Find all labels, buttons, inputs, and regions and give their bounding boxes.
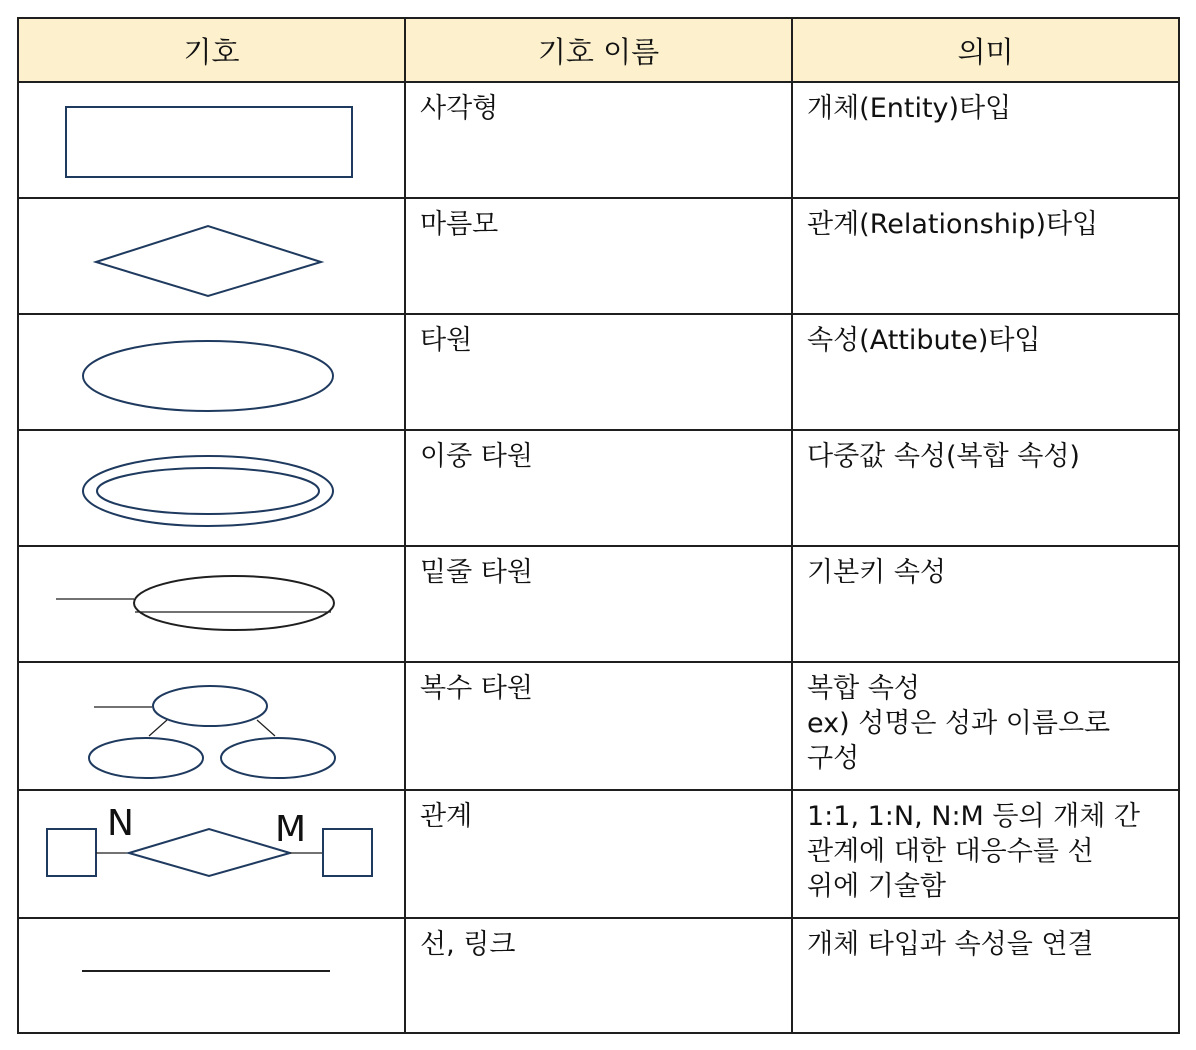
symbol-cell xyxy=(18,918,405,1033)
underlined-ellipse-icon xyxy=(19,547,402,659)
relationship-right-label: M xyxy=(275,809,307,850)
meaning-cell: 개체 타입과 속성을 연결 xyxy=(792,918,1179,1033)
symbol-cell xyxy=(18,662,405,790)
table-row xyxy=(18,198,1179,314)
table-row xyxy=(18,314,1179,430)
table-row xyxy=(18,82,1179,198)
rectangle-icon xyxy=(19,83,402,195)
header-row xyxy=(18,18,1179,82)
symbol-cell xyxy=(18,790,405,918)
composite-ellipse-icon xyxy=(19,663,402,787)
table-row xyxy=(18,546,1179,662)
symbol-name-cell: 사각형 xyxy=(405,82,792,198)
meaning-cell: 속성(Attibute)타입 xyxy=(792,314,1179,430)
symbol-name-cell: 밑줄 타원 xyxy=(405,546,792,662)
header-meaning: 의미 xyxy=(792,18,1179,82)
symbol-cell xyxy=(18,546,405,662)
double-ellipse-icon xyxy=(19,431,402,543)
ellipse-icon xyxy=(19,315,402,427)
symbol-name-cell: 이중 타원 xyxy=(405,430,792,546)
meaning-cell: 기본키 속성 xyxy=(792,546,1179,662)
symbol-name-cell: 복수 타원 xyxy=(405,662,792,790)
symbol-name-cell: 관계 xyxy=(405,790,792,918)
symbol-name-cell: 마름모 xyxy=(405,198,792,314)
meaning-cell: 개체(Entity)타입 xyxy=(792,82,1179,198)
table-row xyxy=(18,918,1179,1033)
header-symbol-name: 기호 이름 xyxy=(405,18,792,82)
diamond-icon xyxy=(19,199,402,311)
header-symbol: 기호 xyxy=(18,18,405,82)
symbol-cell xyxy=(18,82,405,198)
meaning-cell: 복합 속성 ex) 성명은 성과 이름으로 구성 xyxy=(792,662,1179,790)
er-symbol-table xyxy=(17,17,1180,1034)
table-row xyxy=(18,430,1179,546)
meaning-cell: 관계(Relationship)타입 xyxy=(792,198,1179,314)
table-row xyxy=(18,662,1179,790)
symbol-cell xyxy=(18,314,405,430)
symbol-cell xyxy=(18,430,405,546)
table-row xyxy=(18,790,1179,918)
symbol-cell xyxy=(18,198,405,314)
symbol-name-cell: 선, 링크 xyxy=(405,918,792,1033)
symbol-name-cell: 타원 xyxy=(405,314,792,430)
relationship-left-label: N xyxy=(107,803,134,844)
line-icon xyxy=(19,919,402,1030)
relationship-icon xyxy=(19,791,402,915)
meaning-cell: 1:1, 1:N, N:M 등의 개체 간 관계에 대한 대응수를 선 위에 기술함 xyxy=(792,790,1179,918)
meaning-cell: 다중값 속성(복합 속성) xyxy=(792,430,1179,546)
